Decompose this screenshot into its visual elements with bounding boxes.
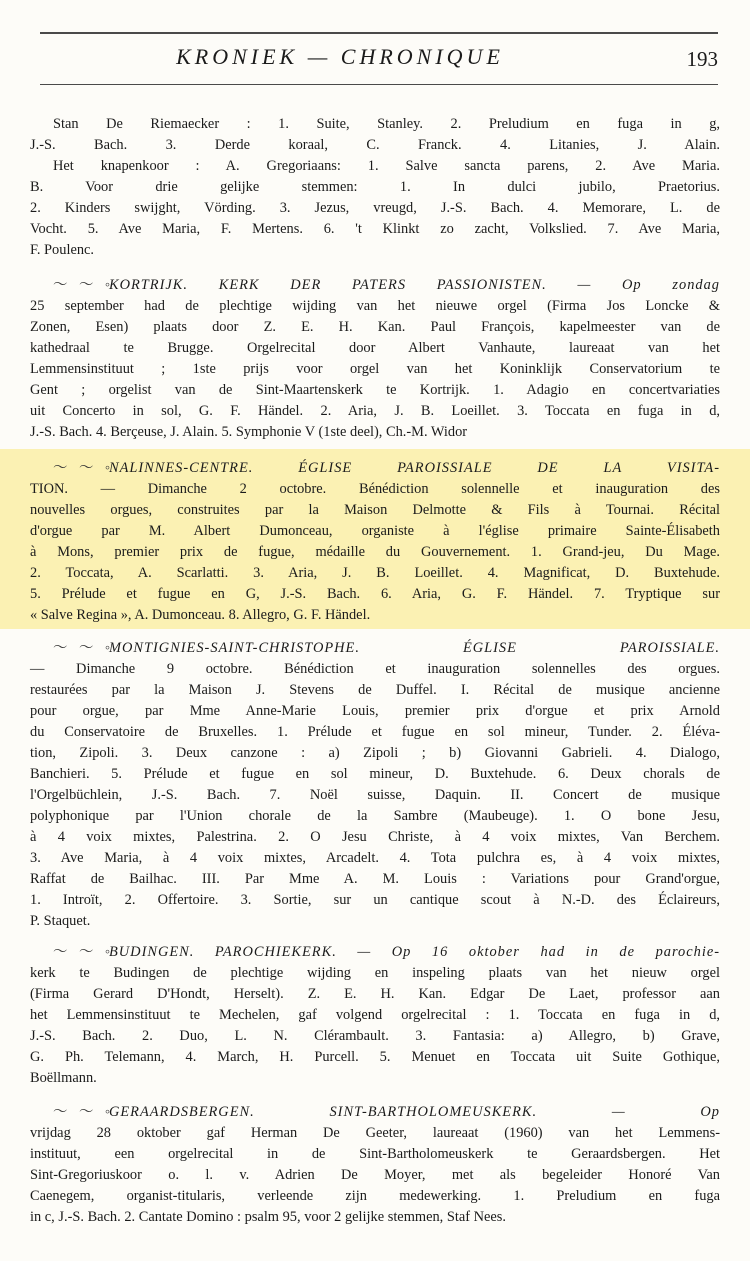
entry-text-line: Zonen, Esen) plaats door Z. E. H. Kan. Paul François, kapelmeester van de [30,319,720,335]
entry-text-line: Gent ; orgelist van de Sint-Maartenskerk te Kortrijk. 1. Adagio en concertvariaties [30,382,720,398]
entry-heading-line [30,1102,720,1123]
entry-text-line: (Firma Gerard D'Hondt, Herselt). Z. E. H. Kan. Edgar De Laet, professor aan [30,986,720,1002]
entry-geraardsbergen [30,1102,720,1228]
header-rule-bottom [40,84,718,85]
entry-text-line: vrijdag 28 oktober gaf Herman De Geeter, laureaat (1960) van het Lemmens- [30,1125,720,1141]
entry-text-line: Sint-Gregoriuskoor o. l. v. Adrien De Moyer, met als begeleider Honoré Van [30,1167,720,1183]
entry-text-line: à 4 voix mixtes, Palestrina. 2. O Jesu Christe, à 4 voix mixtes, Van Berchem. [30,829,720,845]
running-title: KRONIEK — CHRONIQUE [176,44,504,69]
entry-text-line: pour orgue, par Mme Anne-Marie Louis, premier prix d'orgue et prix Arnold [30,703,720,719]
entry-text-line: P. Staquet. [30,913,91,929]
entry-text-line: J.-S. Bach. 4. Berçeuse, J. Alain. 5. Symphonie V (1ste deel), Ch.-M. Widor [30,424,468,440]
entry-text-line: Raffat de Bailhac. III. Par Mme A. M. Louis : Variations pour Grand'orgue, [30,871,720,887]
entry-budingen [30,942,720,1089]
entry-text-line: B. Voor drie gelijke stemmen: 1. In dulci jubilo, Praetorius. [30,179,720,195]
entry-text-line: G. Ph. Telemann, 4. March, H. Purcell. 5. Menuet en Toccata uit Suite Gothique, [30,1049,720,1065]
entry-text-line: « Salve Regina », A. Dumonceau. 8. Allegro, G. F. Händel. [30,607,371,623]
entry-stan-de-riemaecker [30,114,720,261]
entry-text-line: restaurées par la Maison J. Stevens de Duffel. I. Récital de musique ancienne [30,682,720,698]
entry-heading: GERAARDSBERGEN. SINT-BARTHOLOMEUSKERK. — Op [109,1104,720,1120]
ornament-icon: 〜〜◦ [53,277,109,293]
entry-heading-line [30,942,720,963]
entry-text-line: uit Concerto in sol, G. F. Händel. 2. Aria, J. B. Loeillet. 3. Toccata en fuga in d, [30,403,720,419]
entry-text-line: à Mons, premier prix de fugue, médaille du Gouvernement. 1. Grand-jeu, Du Mage. [30,544,720,560]
entry-heading: NALINNES-CENTRE. ÉGLISE PAROISSIALE DE LA VISITA- [109,460,720,476]
entry-text-line: 3. Ave Maria, à 4 voix mixtes, Arcadelt. 4. Tota pulchra es, à 4 voix mixtes, [30,850,720,866]
entry-kortrijk [30,275,720,443]
entry-text-line: in c, J.-S. Bach. 2. Cantate Domino : psalm 95, voor 2 gelijke stemmen, Staf Nees. [30,1209,507,1225]
header-rule-top [40,32,718,34]
entry-text-line: Boëllmann. [30,1070,97,1086]
entry-text-line: nouvelles orgues, construites par la Maison Delmotte & Fils à Tournai. Récital [30,502,720,518]
entry-text-line: d'orgue par M. Albert Dumonceau, organiste à l'église primaire Sainte-Élisabeth [30,523,720,539]
entry-text-line: kathedraal te Brugge. Orgelrecital door Albert Vanhaute, laureaat van het [30,340,720,356]
entry-text-line: kerk te Budingen de plechtige wijding en inspeling plaats van het nieuw orgel [30,965,720,981]
entry-text-line: 5. Prélude et fugue en G, J.-S. Bach. 6. Aria, G. F. Händel. 7. Tryptique sur [30,586,720,602]
entry-text-line: polyphonique par l'Union chorale de la Sambre (Maubeuge). 1. O bone Jesu, [30,808,720,824]
ornament-icon: 〜〜◦ [53,944,109,960]
entry-text-line: 1. Introït, 2. Offertoire. 3. Sortie, sur un cantique scout à N.-D. des Éclaireurs, [30,892,720,908]
entry-text-line: Lemmensinstituut ; 1ste prijs voor orgel van het Koninklijk Conservatorium te [30,361,720,377]
entry-heading: BUDINGEN. PAROCHIEKERK. — Op 16 oktober had in de parochie- [109,944,720,960]
entry-montignies-saint-christophe [30,638,720,932]
entry-text-line: Het knapenkoor : A. Gregoriaans: 1. Salve sancta parens, 2. Ave Maria. [53,158,720,174]
ornament-icon: 〜〜◦ [53,640,109,656]
entry-text-line: instituut, een orgelrecital in de Sint-Bartholomeuskerk te Geraardsbergen. Het [30,1146,720,1162]
entry-text-line: l'Orgelbüchlein, J.-S. Bach. 7. Noël suisse, Daquin. II. Concert de musique [30,787,720,803]
ornament-icon: 〜〜◦ [53,460,109,476]
entry-heading: KORTRIJK. KERK DER PATERS PASSIONISTEN. — Op zondag [109,277,720,293]
ornament-icon: 〜〜◦ [53,1104,109,1120]
entry-text-line: 2. Toccata, A. Scarlatti. 3. Aria, J. B. Loeillet. 4. Magnificat, D. Buxtehude. [30,565,720,581]
entry-text-line: 2. Kinders swijght, Vörding. 3. Jezus, vreugd, J.-S. Bach. 4. Memorare, L. de [30,200,720,216]
entry-heading-line [30,638,720,659]
entry-text-line: Vocht. 5. Ave Maria, F. Mertens. 6. 't Klinkt zo zacht, Volkslied. 7. Ave Maria, [30,221,720,237]
page-number: 193 [686,47,718,71]
entry-nalinnes-centre [30,458,720,626]
entry-text-line: du Conservatoire de Bruxelles. 1. Prélude et fugue en sol mineur, Tunder. 2. Éléva- [30,724,720,740]
entry-text-line: Caenegem, organist-titularis, verleende zijn medewerking. 1. Preludium en fuga [30,1188,720,1204]
entry-text-line: Banchieri. 5. Prélude et fugue en sol mineur, D. Buxtehude. 6. Deux chorals de [30,766,720,782]
entry-text-line: 25 september had de plechtige wijding van het nieuwe orgel (Firma Jos Loncke & [30,298,720,314]
entry-text-line: TION. — Dimanche 2 octobre. Bénédiction solennelle et inauguration des [30,481,720,497]
entry-text-line: F. Poulenc. [30,242,95,258]
entry-text-line: — Dimanche 9 octobre. Bénédiction et inauguration solennelles des orgues. [30,661,720,677]
entry-heading-line [30,458,720,479]
entry-text-line: J.-S. Bach. 2. Duo, L. N. Clérambault. 3. Fantasia: a) Allegro, b) Grave, [30,1028,720,1044]
entry-heading-line: Stan De Riemaecker : 1. Suite, Stanley. 2. Preludium en fuga in g, [53,116,720,132]
entry-text-line: tion, Zipoli. 3. Deux canzone : a) Zipoli ; b) Giovanni Gabrieli. 4. Dialogo, [30,745,720,761]
entry-heading-line [30,275,720,296]
entry-text-line: J.-S. Bach. 3. Derde koraal, C. Franck. 4. Litanies, J. Alain. [30,137,720,153]
entry-heading: MONTIGNIES-SAINT-CHRISTOPHE. ÉGLISE PAROISSIALE. [109,640,720,656]
entry-text-line: het Lemmensinstituut te Mechelen, gaf volgend orgelrecital : 1. Toccata en fuga in d, [30,1007,720,1023]
